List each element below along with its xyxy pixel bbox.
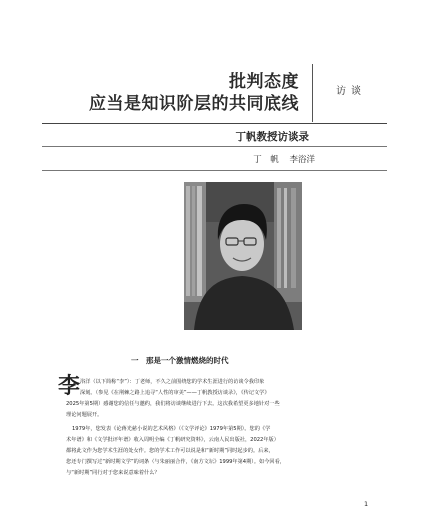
subtitle-rule [42,146,387,147]
body-text-line: 1979年，您发表《论蒋光慈小说的艺术风格》（《文学评论》1979年第5期）。您的《学 [72,426,271,432]
header-rule [42,123,387,124]
author-name: 李浴洋 [289,155,315,165]
section-tag: 访谈 [336,86,366,97]
portrait-photo [184,182,302,330]
title-divider [312,64,313,122]
body-text-line: 理论问题展开。 [66,412,103,418]
author-name: 丁 帆 [253,155,279,165]
body-text-line: 您还专门撰写过“新时期文学”的词条（与朱丽丽合作，《南方文坛》1999年第4期）。如今回看， [66,459,285,465]
page-number: 1 [364,500,369,508]
article-title-line2: 应当是知识阶层的共同底线 [89,94,299,114]
body-text-line: 术年谱》和《文学批评年谱》收入周明全编《丁帆研究资料》，云南人民出版社，2022年版） [66,437,279,443]
byline-rule [42,170,387,171]
article-subtitle: 丁帆教授访谈录 [235,131,309,143]
body-text-line: 与“新时期”同行对于您来说意味着什么？ [66,470,160,476]
body-text-line: 浴洋（以下简称“李”）：丁老师，不久之前围绕您的学术生涯进行的访谈令我印象 [80,379,265,385]
drop-cap: 李 [58,373,81,399]
article-title-line1: 批判态度 [229,72,299,92]
section-heading: 一 那是一个激情燃烧的时代 [131,356,229,365]
body-text-line: 深刻。（参见《在荆棘之路上追寻“人性的审美”——丁帆教授访谈录》，《传记文学》 [80,390,270,396]
body-text-line: 2025年第5期）感谢您的信任与邀约，我们将访谈继续进行下去。这次我希望更多地针对一些 [66,401,280,407]
body-text-line: 都将此文作为您学术生涯的处女作。您的学术工作可以说是和“新时期”同时起步的。后来， [66,448,274,454]
byline [245,153,315,165]
